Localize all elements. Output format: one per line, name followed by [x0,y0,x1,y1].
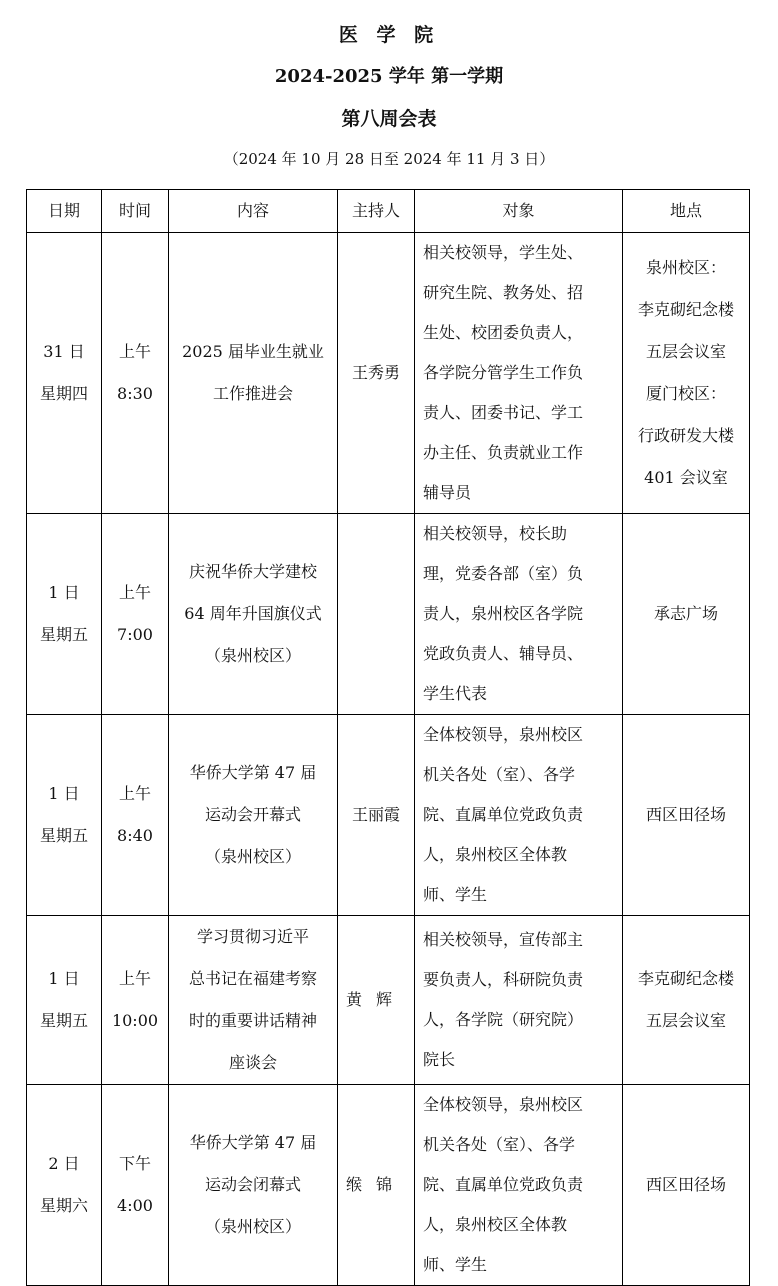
host-cell: 王秀勇 [338,233,415,514]
date-cell [27,233,102,514]
host-cell: 黄辉 [338,916,415,1085]
content-line: 运动会闭幕式 [204,1175,301,1194]
audience-line: 院、直属单位党政负责 [423,805,584,824]
location-line: 西区田径场 [645,805,726,824]
date-cell [27,916,102,1085]
period-text: 上午 [118,784,151,803]
table-row [27,233,750,514]
column-header-date: 日期 [27,190,102,233]
clock-text: 4:00 [117,1196,153,1215]
audience-line: 人，各学院（研究院） [423,1010,584,1029]
content-line: 2025 届毕业生就业 [182,342,324,361]
audience-line: 全体校领导，泉州校区 [423,1095,584,1114]
audience-line: 机关各处（室）、各学 [423,765,576,784]
content-line: 时的重要讲话精神 [188,1011,317,1030]
weekday-text: 星期五 [39,1011,88,1030]
audience-line: 相关校领导，校长助 [423,524,568,543]
week-title: 第八周会表 [341,108,437,130]
day-text: 2 日 [48,1154,80,1173]
host-cell: 王丽霞 [338,715,415,916]
column-header-location: 地点 [623,190,750,233]
audience-cell [415,715,623,916]
audience-line: 研究生院、教务处、招 [423,283,584,302]
day-text: 1 日 [48,969,80,988]
audience-line: 师、学生 [423,1255,488,1274]
location-cell [623,715,750,916]
clock-text: 8:40 [117,826,153,845]
audience-line: 人，泉州校区全体教 [423,1215,568,1234]
audience-line: 党政负责人、辅导员、 [423,644,584,663]
table-row [27,715,750,916]
audience-line: 辅导员 [423,483,472,502]
location-line: 五层会议室 [645,1011,726,1030]
location-cell [623,233,750,514]
audience-line: 院长 [423,1050,456,1069]
location-line: 承志广场 [653,604,718,623]
time-cell [102,233,169,514]
period-text: 上午 [118,342,151,361]
location-cell [623,916,750,1085]
table-row [27,514,750,715]
content-line: 运动会开幕式 [204,805,301,824]
period-text: 下午 [118,1154,151,1173]
column-header-host: 主持人 [338,190,415,233]
host-cell [338,514,415,715]
content-cell [169,1085,338,1286]
content-line: （泉州校区） [204,847,301,866]
content-line: 工作推进会 [212,384,293,403]
date-range: （2024 年 10 月 28 日至 2024 年 11 月 3 日） [223,150,555,168]
audience-line: 责人、团委书记、学工 [423,403,584,422]
department-title: 医 学 院 [338,24,440,46]
audience-cell [415,514,623,715]
content-line: 庆祝华侨大学建校 [188,562,317,581]
audience-line: 办主任、负责就业工作 [423,443,584,462]
audience-line: 理，党委各部（室）负 [423,564,584,583]
audience-line: 机关各处（室）、各学 [423,1135,576,1154]
audience-line: 全体校领导，泉州校区 [423,725,584,744]
location-line: 西区田径场 [645,1175,726,1194]
audience-line: 各学院分管学生工作负 [423,363,584,382]
location-line: 李克砌纪念楼 [637,969,734,988]
audience-cell [415,1085,623,1286]
clock-text: 10:00 [111,1011,159,1030]
audience-line: 学生代表 [423,684,488,703]
content-line: 座谈会 [228,1053,277,1072]
column-header-time: 时间 [102,190,169,233]
content-line: 华侨大学第 47 届 [189,763,317,782]
period-text: 上午 [118,583,151,602]
location-line: 李克砌纪念楼 [637,300,734,319]
day-text: 31 日 [43,342,85,361]
location-cell [623,514,750,715]
day-text: 1 日 [48,784,80,803]
location-line: 401 会议室 [644,468,728,487]
column-header-audience: 对象 [415,190,623,233]
column-header-content: 内容 [169,190,338,233]
content-line: 华侨大学第 47 届 [189,1133,317,1152]
audience-line: 师、学生 [423,885,488,904]
table-row [27,916,750,1085]
academic-term: 2024-2025 学年 第一学期 [274,66,504,87]
content-line: 64 周年升国旗仪式 [184,604,322,623]
audience-cell [415,916,623,1085]
time-cell [102,916,169,1085]
weekday-text: 星期五 [39,625,88,644]
audience-line: 院、直属单位党政负责 [423,1175,584,1194]
audience-line: 生处、校团委负责人， [423,323,584,342]
table-row [27,1085,750,1286]
host-cell: 缑锦 [338,1085,415,1286]
period-text: 上午 [118,969,151,988]
audience-line: 人，泉州校区全体教 [423,845,568,864]
clock-text: 7:00 [117,625,153,644]
location-line: 五层会议室 [645,342,726,361]
weekday-text: 星期六 [39,1196,88,1215]
content-cell [169,715,338,916]
table-header-row [27,190,750,233]
time-cell [102,1085,169,1286]
content-cell [169,233,338,514]
content-cell [169,916,338,1085]
meeting-table [26,189,750,1286]
location-line: 厦门校区： [645,384,726,403]
audience-line: 相关校领导，学生处、 [423,243,584,262]
time-cell [102,514,169,715]
audience-line: 责人，泉州校区各学院 [423,604,584,623]
content-line: 总书记在福建考察 [188,969,317,988]
weekday-text: 星期五 [39,826,88,845]
day-text: 1 日 [48,583,80,602]
location-line: 行政研发大楼 [637,426,734,445]
location-cell [623,1085,750,1286]
date-cell [27,514,102,715]
date-cell [27,715,102,916]
time-cell [102,715,169,916]
audience-line: 相关校领导，宣传部主 [423,930,584,949]
audience-line: 要负责人，科研院负责 [423,970,584,989]
content-line: 学习贯彻习近平 [196,927,309,946]
content-line: （泉州校区） [204,646,301,665]
date-cell [27,1085,102,1286]
content-cell [169,514,338,715]
location-line: 泉州校区： [645,258,726,277]
clock-text: 8:30 [117,384,153,403]
content-line: （泉州校区） [204,1217,301,1236]
weekday-text: 星期四 [39,384,88,403]
audience-cell [415,233,623,514]
